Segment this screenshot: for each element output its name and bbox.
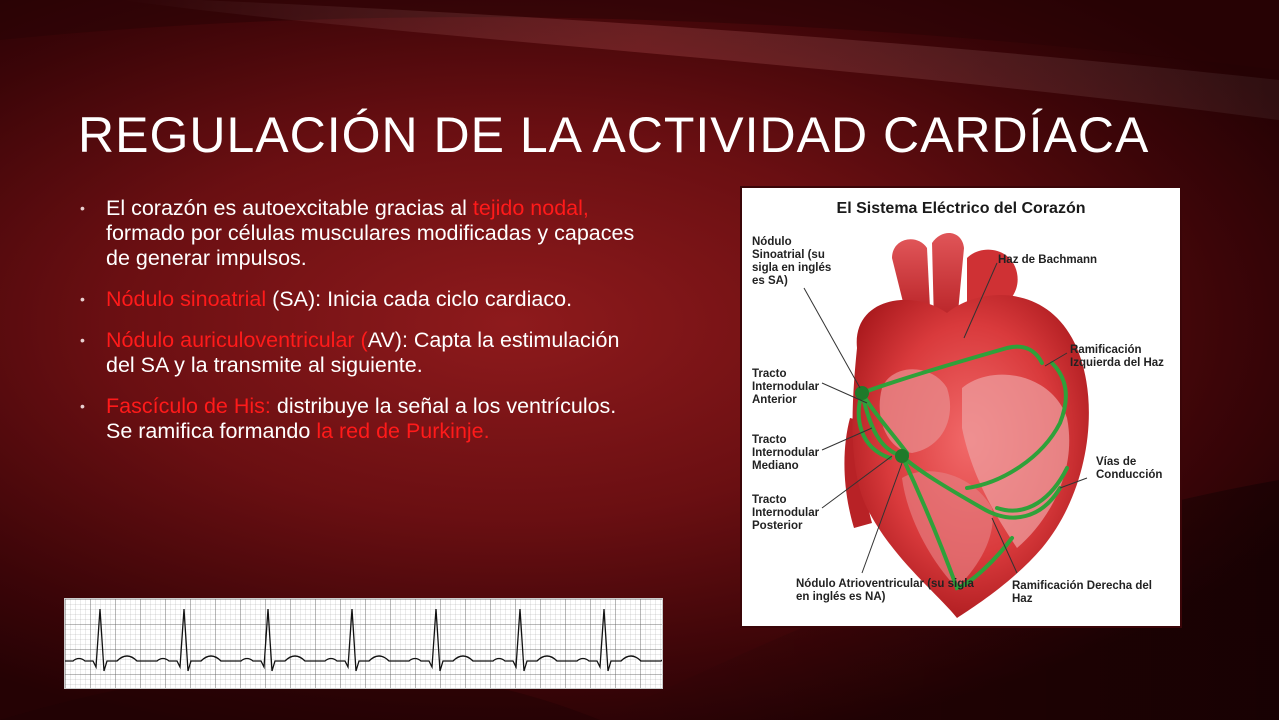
label-bachmann: Haz de Bachmann — [998, 254, 1098, 266]
bullet-icon: • — [80, 291, 85, 307]
label-sa-node: Nódulo Sinoatrial (su sigla en inglés es SA) — [752, 236, 832, 287]
label-posterior-tract: Tracto Internodular Posterior — [752, 494, 820, 532]
bullet-icon: • — [80, 398, 85, 414]
bullet-text-1: El corazón es autoexcitable gracias al tejido nodal, formado por células musculares modificadas y capaces de generar impulsos. — [106, 196, 635, 270]
slide-title: REGULACIÓN DE LA ACTIVIDAD CARDÍACA — [78, 107, 1150, 163]
label-anterior-tract: Tracto Internodular Anterior — [752, 368, 820, 406]
bullet-text-3: Nódulo auriculoventricular (AV): Capta la estimulación del SA y la transmite al siguiente. — [106, 328, 620, 377]
bullet-text-2: Nódulo sinoatrial (SA): Inicia cada ciclo cardiaco. — [106, 287, 573, 311]
bullet-icon: • — [80, 332, 85, 348]
label-middle-tract: Tracto Internodular Mediano — [752, 434, 820, 472]
bullet-item — [80, 196, 640, 271]
label-right-branch: Ramificación Derecha del Haz — [1012, 580, 1152, 605]
ecg-strip-image — [64, 598, 663, 689]
diagram-title: El Sistema Eléctrico del Corazón — [836, 200, 1086, 217]
label-av-node: Nódulo Atrioventricular (su sigla en inglés es NA) — [796, 578, 974, 603]
bullet-item — [80, 328, 640, 378]
label-conduction: Vías de Conducción — [1096, 456, 1163, 481]
bullet-list — [80, 196, 640, 460]
heart-conduction-diagram — [742, 188, 1180, 626]
ecg-strip-icon — [65, 599, 662, 688]
label-left-branch: Ramificación Izquierda del Haz — [1070, 344, 1164, 369]
bullet-item — [80, 394, 640, 444]
bullet-text-4: Fascículo de His: distribuye la señal a los ventrículos. Se ramifica formando la red de Purkinje. — [106, 394, 617, 443]
bullet-icon: • — [80, 200, 85, 216]
bullet-item — [80, 287, 640, 312]
